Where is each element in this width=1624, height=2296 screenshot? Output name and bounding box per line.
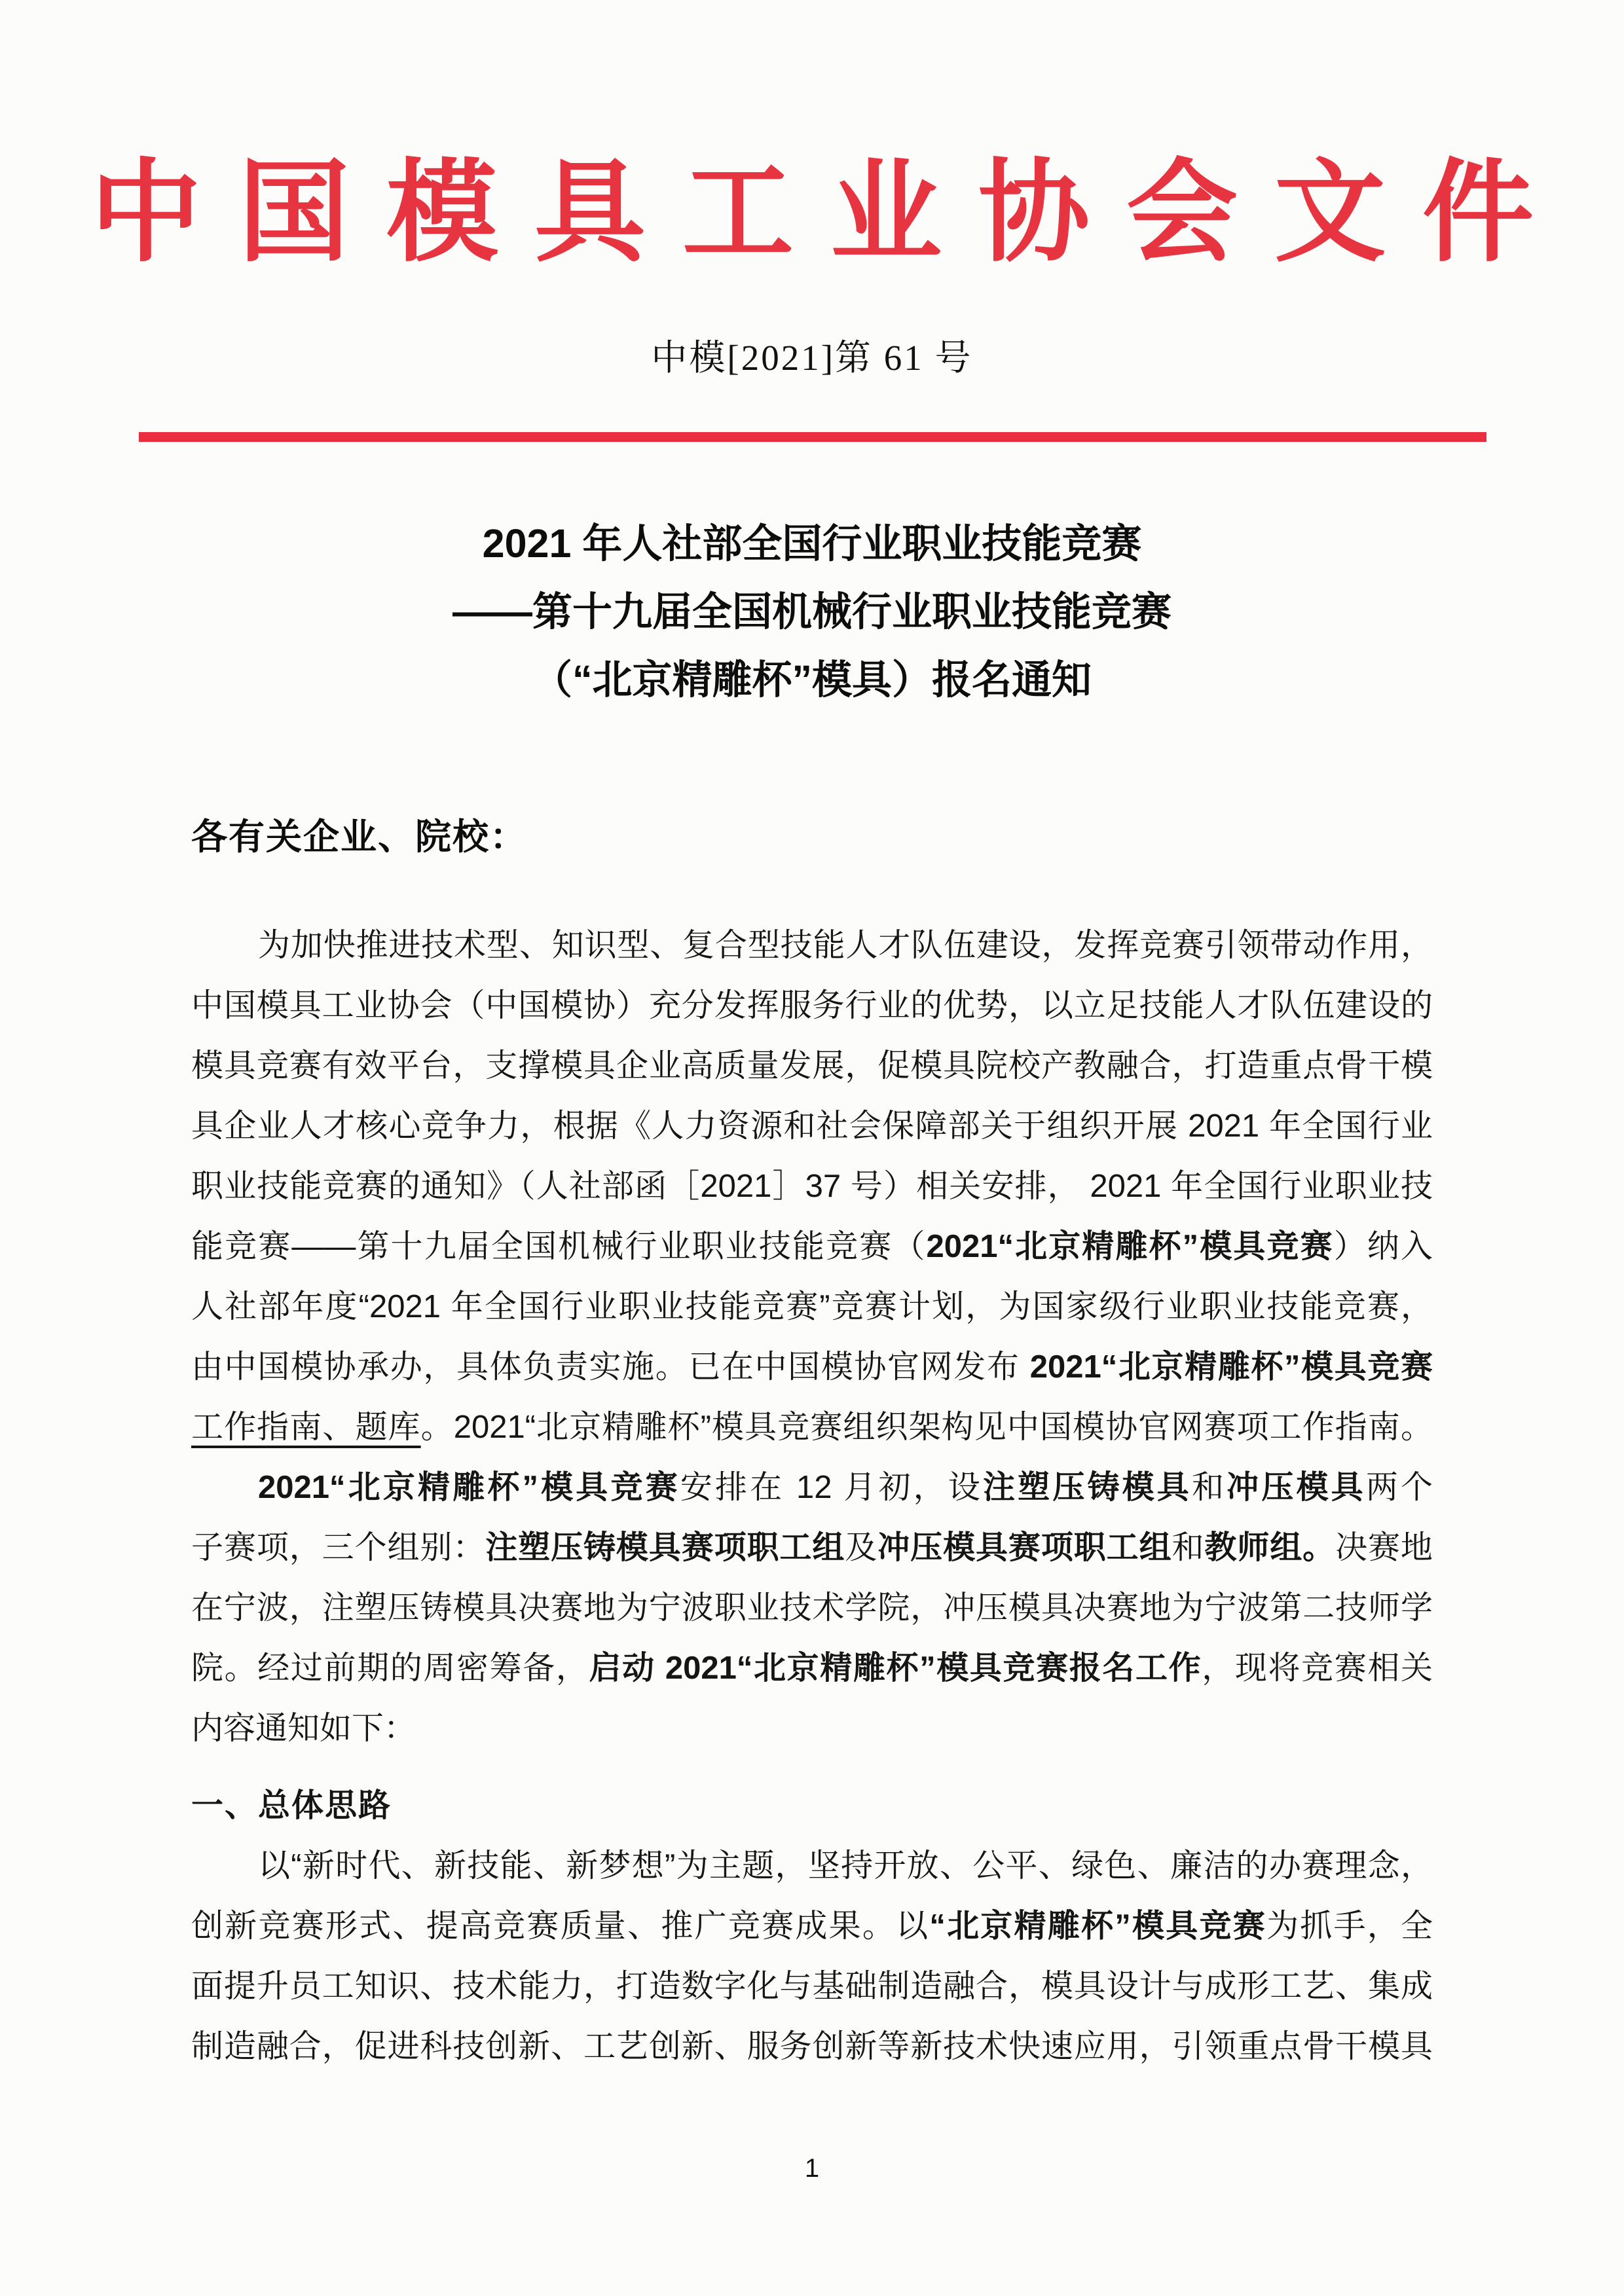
text-run: 和 <box>1191 1470 1227 1505</box>
body-line <box>191 1457 1433 1518</box>
body-line <box>191 975 1433 1036</box>
body-line <box>191 1096 1433 1156</box>
body-line <box>191 1397 1433 1457</box>
text-run: 以“新时代、新技能、新梦想”为主题，坚持开放、公平、绿色、廉洁的办赛理念， <box>258 1848 1433 1884</box>
text-run: 冲压模具赛项职工组 <box>877 1530 1172 1565</box>
text-run: 两个 <box>1365 1470 1433 1505</box>
text-run: 人社部年度“2021 年全国行业职业技能竞赛”竞赛计划，为国家级行业职业技能竞赛， <box>191 1289 1433 1324</box>
document-title-line-2: ——第十九届全国机械行业职业技能竞赛 <box>452 589 1172 634</box>
text-run: 在宁波，注塑压铸模具决赛地为宁波职业技术学院，冲压模具决赛地为宁波第二技师学 <box>191 1590 1433 1626</box>
body-line <box>191 1638 1433 1698</box>
text-run: 及 <box>845 1530 878 1565</box>
text-run: 教师组。 <box>1204 1530 1336 1565</box>
document-title-line-1: 2021 年人社部全国行业职业技能竞赛 <box>482 521 1142 566</box>
text-run: 2021“北京精雕杯”模具竞赛 <box>926 1229 1334 1264</box>
page-number: 1 <box>804 2154 820 2183</box>
body-line <box>191 1216 1433 1277</box>
document-title-line-3: （“北京精雕杯”模具）报名通知 <box>532 657 1092 702</box>
body-line <box>191 1518 1433 1578</box>
text-run: 注塑压铸模具 <box>983 1470 1192 1505</box>
text-run: 中国模具工业协会（中国模协）充分发挥服务行业的优势，以立足技能人才队伍建设的 <box>191 988 1433 1023</box>
text-run: 能竞赛——第十九届全国机械行业职业技能竞赛（ <box>191 1229 927 1264</box>
text-run: 和 <box>1172 1530 1205 1565</box>
body-line <box>191 1956 1433 2016</box>
text-run: ，现将竞赛相关 <box>1202 1650 1433 1686</box>
text-run: 2021“北京精雕杯”模具竞赛 <box>1029 1349 1433 1385</box>
document-title <box>0 509 1624 714</box>
text-run: 具企业人才核心竞争力，根据《人力资源和社会保障部关于组织开展 2021 年全国行业 <box>191 1108 1433 1144</box>
document-body <box>191 915 1433 2077</box>
body-line <box>191 1896 1433 1956</box>
text-run: 工作指南、题库 <box>191 1410 421 1445</box>
letterhead-org-title: 中国模具工业协会文件 <box>90 152 1570 275</box>
text-run: 面提升员工知识、技术能力，打造数字化与基础制造融合，模具设计与成形工艺、集成 <box>191 1969 1433 2004</box>
text-run: 2021“北京精雕杯”模具竞赛 <box>258 1470 680 1505</box>
body-line <box>191 1156 1433 1216</box>
document-number: 中模[2021]第 61 号 <box>651 338 973 378</box>
body-line <box>191 1337 1433 1397</box>
text-run: 院。经过前期的周密筹备， <box>191 1650 589 1686</box>
text-run: 安排在 12 月初，设 <box>680 1470 983 1505</box>
body-line <box>191 1698 1433 1758</box>
text-run: 注塑压铸模具赛项职工组 <box>485 1530 845 1565</box>
text-run: 为加快推进技术型、知识型、复合型技能人才队伍建设，发挥竞赛引领带动作用， <box>258 928 1433 963</box>
text-run: 创新竞赛形式、提高竞赛质量、推广竞赛成果。以 <box>191 1908 930 1944</box>
text-run: 。2021“北京精雕杯”模具竞赛组织架构见中国模协官网赛项工作指南。 <box>420 1410 1433 1445</box>
body-line <box>191 1578 1433 1638</box>
salutation: 各有关企业、院校： <box>191 816 528 857</box>
text-run: 模具竞赛有效平台，支撑模具企业高质量发展，促模具院校产教融合，打造重点骨干模 <box>191 1048 1433 1084</box>
text-run: 子赛项，三个组别： <box>191 1530 486 1565</box>
section-heading <box>191 1776 1433 1836</box>
body-line <box>191 1036 1433 1096</box>
body-line <box>191 1277 1433 1337</box>
text-run: 决赛地 <box>1335 1530 1433 1565</box>
text-run: 制造融合，促进科技创新、工艺创新、服务创新等新技术快速应用，引领重点骨干模具 <box>191 2029 1433 2064</box>
body-line <box>191 2016 1433 2077</box>
text-run: 职业技能竞赛的通知》（人社部函［2021］37 号）相关安排， 2021 年全国行业职业技 <box>191 1169 1433 1204</box>
text-run: “北京精雕杯”模具竞赛 <box>929 1908 1266 1944</box>
text-run: ）纳入 <box>1333 1229 1433 1264</box>
text-run: 一、总体思路 <box>191 1788 392 1823</box>
red-divider <box>139 432 1486 442</box>
text-run: 由中国模协承办，具体负责实施。已在中国模协官网发布 <box>191 1349 1030 1385</box>
text-run: 启动 2021“北京精雕杯”模具竞赛报名工作 <box>589 1650 1202 1686</box>
text-run: 为抓手，全 <box>1266 1908 1433 1944</box>
body-line <box>191 915 1433 975</box>
body-line <box>191 1836 1433 1896</box>
text-run: 内容通知如下： <box>191 1711 416 1746</box>
text-run: 冲压模具 <box>1227 1470 1366 1505</box>
